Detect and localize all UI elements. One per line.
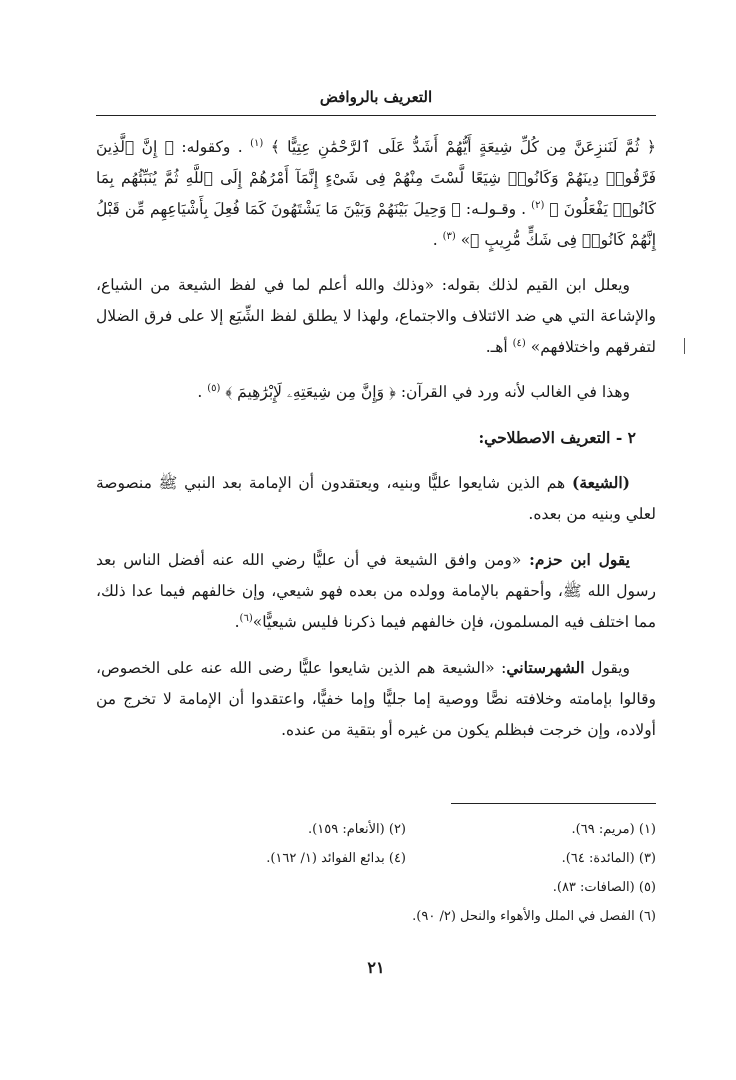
footnote-row [96, 873, 656, 902]
quran-usage-text: وهذا في الغالب لأنه ورد في القرآن: [395, 383, 630, 401]
footnote-text: الفصل في الملل والأهواء والنحل (٢/ ٩٠). [412, 909, 635, 924]
paragraph-end: أهـ. [485, 338, 508, 356]
ibn-hazm-quote: «ومن وافق الشيعة في أن عليًّا رضي الله عنه أفضل الناس بعد رسول الله ﷺ، وأحقهم بالإمامة وولده من بعده فهو شيعي، وإن خالفهم فيما عدا ذلك، مما اختلف فيه المسلمون، فإن خالفهم فيما ذكرنا فليس شيعيًّا» [96, 551, 656, 631]
footnote-2 [156, 815, 406, 844]
section-subheading: ٢ - التعريف الاصطلاحي: [478, 428, 636, 447]
paragraph-shahrastani [96, 652, 656, 746]
shahrastani-lead: ويقول [584, 659, 630, 677]
footnote-4 [156, 844, 406, 873]
quran-verse-2: ﴿ إِنَّ ٱلَّذِينَ فَرَّقُوا۟ دِينَهُمْ وَكَانُوا۟ شِيَعًا لَّسْتَ مِنْهُمْ فِى شَىْءٍ إِنَّمَآ أَمْرُهُمْ إِلَى ٱللَّهِ ثُمَّ يُنَبِّئُهُم بِمَا كَانُوا۟ يَفْعَلُونَ ﴾ [96, 138, 657, 218]
page-number: ٢١ [367, 958, 385, 977]
footnote-rule [451, 803, 656, 804]
footnote-row [96, 844, 656, 873]
footnote-text: (مريم: ٦٩). [571, 822, 635, 837]
footnote-text: (الأنعام: ١٥٩). [308, 822, 385, 837]
footnote-ref-3: (٣) [442, 230, 456, 242]
paragraph-definition [96, 467, 656, 530]
footnote-ref-1: (١) [250, 137, 264, 149]
shahrastani-name: الشهرستاني [506, 658, 585, 677]
shahrastani-quote: : «الشيعة هم الذين شايعوا عليًّا رضى الله عنه على الخصوص، وقالوا بإمامته وخلافته نصًّا ووصية إما جليًّا وإما خفيًّا، واعتقدوا أن الإمامة لا تخرج من أولاده، وإن خرجت فبظلم يكون من غيره أو بتقية من عنده. [96, 659, 656, 739]
footnote-ref-6: (٦) [239, 612, 253, 624]
paragraph-end: . [234, 613, 240, 631]
connector-text-2: . وقـولـه: [460, 200, 527, 218]
ibn-qayyim-text: ويعلل ابن القيم لذلك بقوله: «وذلك والله أعلم لما في لفظ الشيعة من الشياع، والإشاعة التي هي ضد الائتلاف والاجتماع، ولهذا لا يطلق لفظ الشِّيَع إلا على فرق الضلال لتفرقهم واختلافهم» [96, 276, 656, 356]
footnote-row [96, 815, 656, 844]
defined-term: (الشيعة) [572, 473, 630, 492]
footnote-number: (٢) [388, 822, 406, 837]
footnote-number: (٦) [638, 909, 656, 924]
quran-verse-3: ﴿ وَحِيلَ بَيْنَهُمْ وَبَيْنَ مَا يَشْتَهُونَ كَمَا فُعِلَ بِأَشْيَاعِهِم مِّن قَبْلُ إِنَّهُمْ كَانُوا۟ فِى شَكٍّ مُّرِيبٍ ﴾» [96, 200, 656, 249]
footnote-3 [406, 844, 656, 873]
paragraph-end: . [432, 231, 438, 249]
footnote-row [96, 902, 656, 931]
main-text [96, 132, 656, 760]
quran-verse-4: ﴿ وَإِنَّ مِن شِيعَتِهِۦ لَإِبْرَٰهِيمَ ﴾ [225, 383, 396, 401]
footnote-1 [406, 815, 656, 844]
quran-verse-1: ﴿ ثُمَّ لَنَنزِعَنَّ مِن كُلِّ شِيعَةٍ أَيُّهُمْ أَشَدُّ عَلَى ٱلرَّحْمَٰنِ عِتِيًّا ﴾ [270, 138, 656, 156]
footnote-number: (٣) [638, 851, 656, 866]
footnote-ref-5: (٥) [207, 382, 221, 394]
footnote-5 [406, 873, 656, 902]
footnote-number: (١) [638, 822, 656, 837]
footnote-number: (٥) [638, 880, 656, 895]
footnote-6 [412, 902, 656, 931]
footnote-ref-4: (٤) [512, 337, 526, 349]
definition-text: هم الذين شايعوا عليًّا وبنيه، ويعتقدون أن الإمامة بعد النبي ﷺ منصوصة لعلي وبنيه من بعده. [96, 474, 656, 523]
footnote-ref-2: (٢) [531, 199, 545, 211]
paragraph-end: . [197, 383, 203, 401]
footnote-text: (الصافات: ٨٣). [552, 880, 635, 895]
footnote-number: (٤) [388, 851, 406, 866]
header-rule [96, 115, 656, 116]
footnote-text: بدائع الفوائد (١/ ١٦٢). [266, 851, 385, 866]
running-title: التعريف بالروافض [319, 88, 433, 106]
paragraph-quran-usage [96, 377, 656, 408]
footnote-text: (المائدة: ٦٤). [561, 851, 635, 866]
footnotes [96, 815, 656, 931]
connector-text-1: . وكقوله: [174, 138, 243, 156]
ibn-hazm-lead: يقول ابن حزم: [521, 550, 631, 569]
paragraph-quran-verses [96, 132, 656, 256]
paragraph-ibn-qayyim [96, 270, 656, 363]
paragraph-ibn-hazm [96, 544, 656, 638]
margin-mark [684, 338, 685, 354]
